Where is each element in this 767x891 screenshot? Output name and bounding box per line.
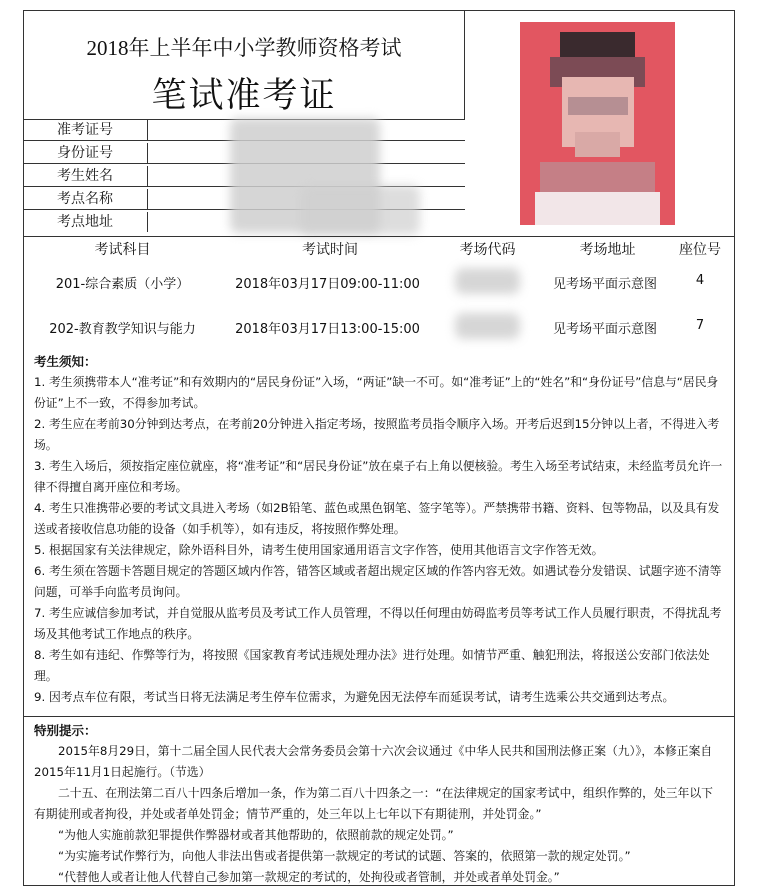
notes-item: 3. 考生入场后，须按指定座位就座，将“准考证”和“居民身份证”放在桌子右上角以便核验。考生入场至考试结束，未经监考员允许一律不得擅自离开座位和考场。 xyxy=(34,459,723,494)
table-header-time: 考试时间 xyxy=(302,242,358,258)
table-header-subject: 考试科目 xyxy=(94,242,151,258)
info-label: 准考证号 xyxy=(23,120,148,140)
notes-item: 7. 考生应诚信参加考试，并自觉服从监考员及考试工作人员管理，不得以任何理由妨碍监考员等考试工作人员履行职责，不得扰乱考场及其他考试工作地点的秩序。 xyxy=(34,606,722,641)
info-label: 考生姓名 xyxy=(23,166,148,186)
notes-item: 8. 考生如有违纪、作弊等行为，将按照《国家教育考试违规处理办法》进行处理。如情节严重、触犯刑法，将报送公安部门依法处理。 xyxy=(34,648,710,683)
photo-pixel xyxy=(535,192,660,225)
notes-item: 6. 考生须在答题卡答题目规定的答题区域内作答，错答区域或者超出规定区域的作答内容无效。如遇试卷分发错误、试题字迹不清等问题，可举手向监考员询问。 xyxy=(34,564,722,599)
notes-item: 4. 考生只准携带必要的考试文具进入考场（如2B铅笔、蓝色或黑色钢笔、签字笔等）。严禁携带书籍、资料、包等物品，以及具有发送或者接收信息功能的设备（如手机等），如有违反，将按照作弊处理。 xyxy=(34,501,720,536)
notes-item: 9. 因考点车位有限，考试当日将无法满足考生停车位需求，为避免因无法停车而延误考试，请考生选乘公共交通到达考点。 xyxy=(34,690,675,704)
photo-pixel xyxy=(575,132,620,157)
photo-pixel xyxy=(540,162,655,192)
table-cell-seat: 4 xyxy=(695,273,705,288)
special-reminder xyxy=(34,720,724,888)
title-box xyxy=(23,10,465,120)
info-label: 身份证号 xyxy=(23,143,148,163)
table-header-room-code: 考场代码 xyxy=(459,242,516,258)
special-paragraph: “代替他人或者让他人代替自己参加第一款规定的考试的，处拘役或者管制，并处或者单处罚金。” xyxy=(58,870,560,884)
special-title: 特别提示： xyxy=(34,723,97,738)
special-paragraph: 2015年8月29日，第十二届全国人民代表大会常务委员会第十六次会议通过《中华人民共和国刑法修正案（九）》，本修正案自2015年11月1日起施行。（节选） xyxy=(34,744,713,779)
table-cell-time: 2018年03月17日09:00-11:00 xyxy=(235,277,420,292)
exam-notes xyxy=(34,351,724,708)
redaction-blur xyxy=(455,313,520,339)
document-title: 笔试准考证 xyxy=(151,76,337,115)
table-cell-address: 见考场平面示意图 xyxy=(552,277,657,292)
special-paragraph: “为他人实施前款犯罪提供作弊器材或者其他帮助的，依照前款的规定处罚。” xyxy=(58,828,454,842)
info-label: 考点名称 xyxy=(23,189,148,209)
special-paragraph: 二十五、在刑法第二百八十四条后增加一条，作为第二百八十四条之一：“在法律规定的国家考试中，组织作弊的，处三年以下有期徒刑或者拘役，并处或者单处罚金；情节严重的，处三年以上七年以下有期徒刑，并处罚金。” xyxy=(34,786,713,821)
table-header-room-address: 考场地址 xyxy=(579,242,636,258)
table-header-seat: 座位号 xyxy=(679,242,721,258)
table-cell-address: 见考场平面示意图 xyxy=(552,322,657,337)
table-cell-subject: 202-教育教学知识与能力 xyxy=(49,322,196,337)
redaction-blur xyxy=(300,185,420,235)
notes-item: 5. 根据国家有关法律规定，除外语科目外，请考生使用国家通用语言文字作答，使用其他语言文字作答无效。 xyxy=(34,543,604,557)
notes-item: 2. 考生应在考前30分钟到达考点，在考前20分钟进入指定考场，按照监考员指令顺序入场。开考后迟到15分钟以上者，不得进入考场。 xyxy=(34,417,720,452)
section-divider xyxy=(23,716,735,717)
info-label: 考点地址 xyxy=(23,212,148,232)
table-cell-seat: 7 xyxy=(695,318,705,333)
redaction-blur xyxy=(455,268,520,294)
table-cell-subject: 201-综合素质（小学） xyxy=(55,277,190,292)
table-divider xyxy=(23,236,735,237)
photo-pixel xyxy=(568,97,628,115)
table-cell-time: 2018年03月17日13:00-15:00 xyxy=(235,322,420,337)
special-paragraph: “为实施考试作弊行为，向他人非法出售或者提供第一款规定的考试的试题、答案的，依照第一款的规定处罚。” xyxy=(58,849,631,863)
notes-item: 1. 考生须携带本人“准考证”和有效期内的“居民身份证”入场，“两证”缺一不可。如“准考证”上的“姓名”和“身份证号”信息与“居民身份证”上不一致，不得参加考试。 xyxy=(34,375,719,410)
applicant-photo-pixelated xyxy=(520,22,675,225)
notes-title: 考生须知： xyxy=(34,354,97,369)
exam-title: 2018年上半年中小学教师资格考试 xyxy=(86,36,402,60)
